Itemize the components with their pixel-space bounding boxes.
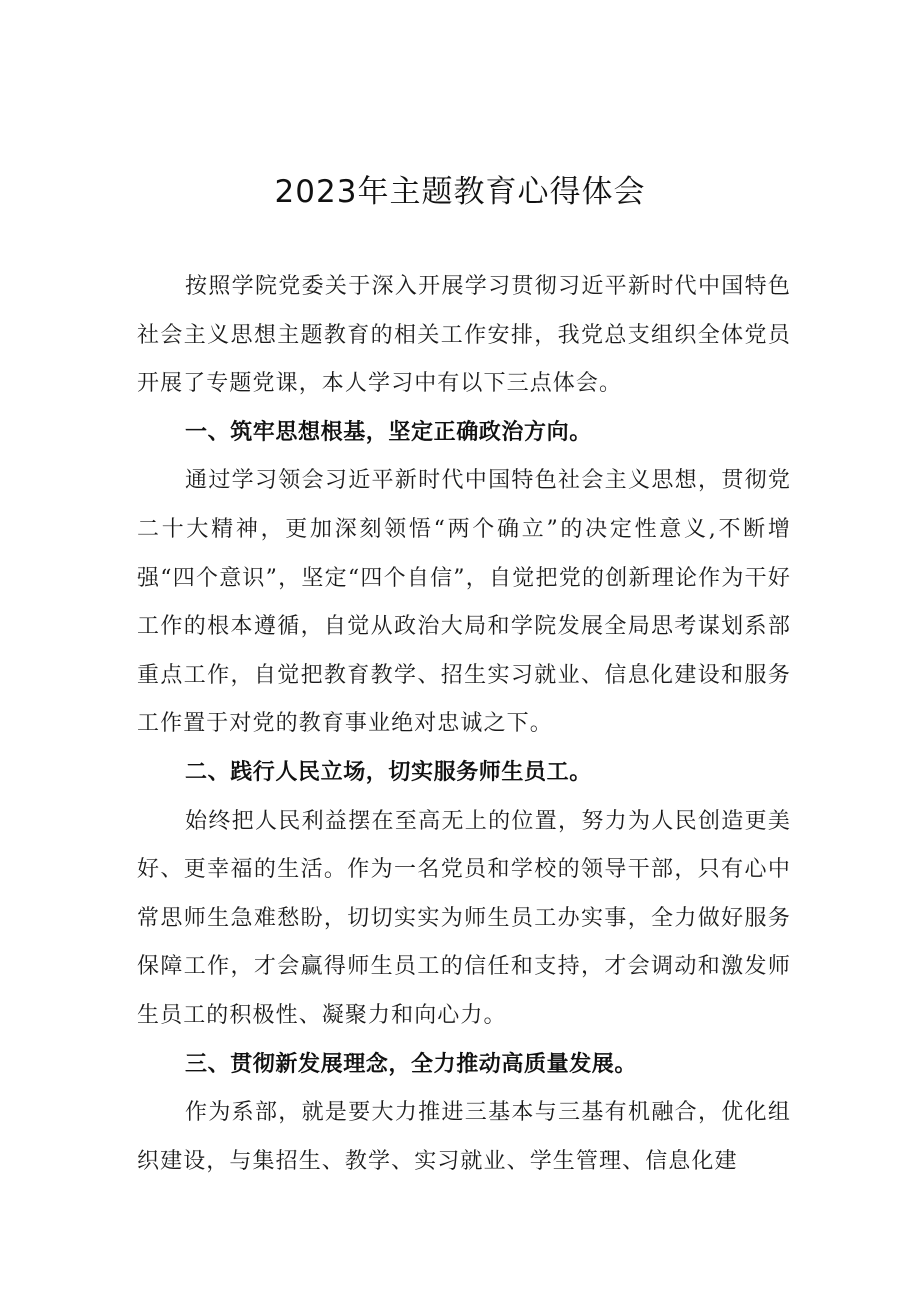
section-3-paragraph: 作为系部，就是要大力推进三基本与三基有机融合，优化组织建设，与集招生、教学、实习就业、学生管理、信息化建	[137, 1100, 791, 1174]
section-2-heading: 二、践行人民立场，切实服务师生员工。	[185, 759, 592, 785]
intro-paragraph: 按照学院党委关于深入开展学习贯彻习近平新时代中国特色社会主义思想主题教育的相关工作安排，我党总支组织全体党员开展了专题党课，本人学习中有以下三点体会。	[137, 274, 791, 397]
document-title: 2023年主题教育心得体会	[274, 174, 646, 210]
section-1-paragraph: 通过学习领会习近平新时代中国特色社会主义思想，贯彻党二十大精神，更加深刻领悟“两个确立”的决定性意义,不断增强“四个意识”，坚定“四个自信”，自觉把党的创新理论作为干好工作的根本遵循，自觉从政治大局和学院发展全局思考谋划系部重点工作，自觉把教育教学、招生实习就业、信息化建设和服务工作置于对党的教育事业绝对忠诚之下。	[137, 468, 791, 737]
section-3-heading: 三、贯彻新发展理念，全力推动高质量发展。	[185, 1051, 638, 1077]
section-2-paragraph: 始终把人民利益摆在至高无上的位置，努力为人民创造更美好、更幸福的生活。作为一名党员和学校的领导干部，只有心中常思师生急难愁盼，切切实实为师生员工办实事，全力做好服务保障工作，才会赢得师生员工的信任和支持，才会调动和激发师生员工的积极性、凝聚力和向心力。	[137, 808, 791, 1028]
document-body	[137, 263, 791, 1186]
section-1-heading: 一、筑牢思想根基，坚定正确政治方向。	[185, 419, 592, 445]
